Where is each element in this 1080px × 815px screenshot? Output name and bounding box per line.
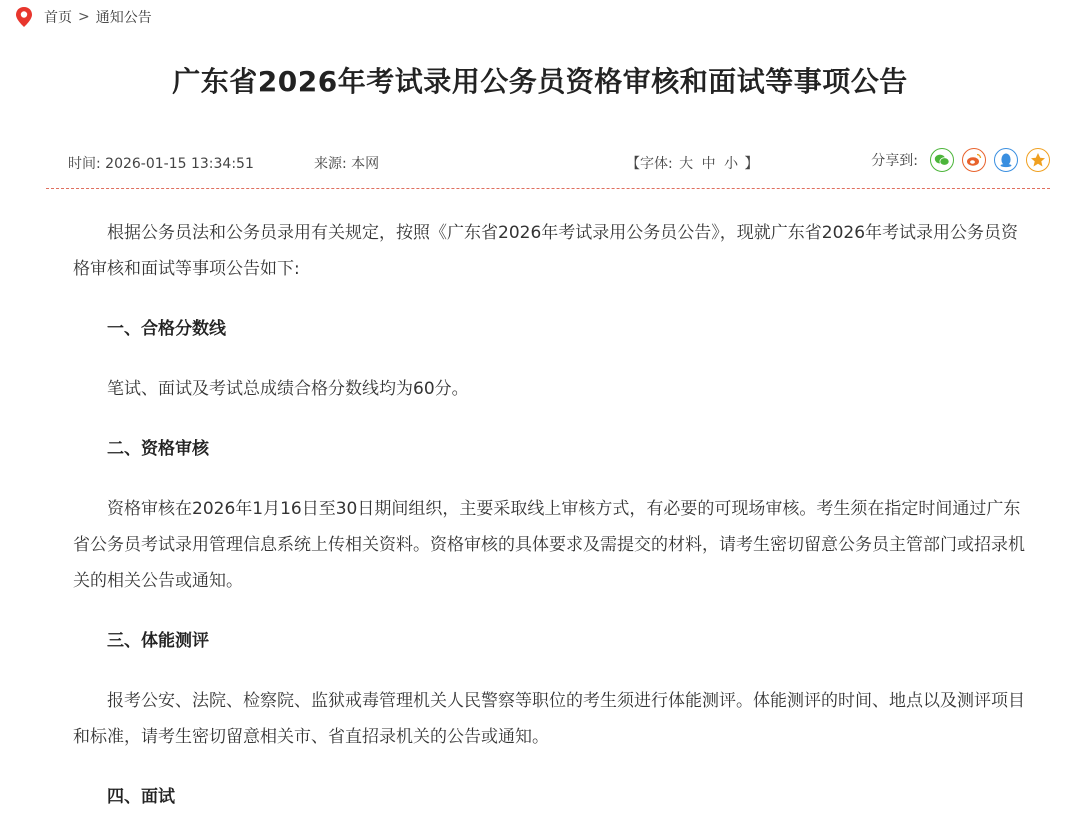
font-small-button[interactable]: 小 [724,156,739,172]
font-control-close: 】 [744,156,759,172]
article-source [314,153,379,173]
section-text-passing-score: 笔试、面试及考试总成绩合格分数线均为60分。 [107,379,469,399]
share-label: 分享到: [871,153,918,169]
section-text-fitness-test: 报考公安、法院、检察院、监狱戒毒管理机关人民警察等职位的考生须进行体能测评。体能测评的时间、地点以及测评项目和标准，请考生密切留意相关市、省直招录机关的公告或通知。 [73,691,1025,747]
article-body [73,215,1035,815]
share-bar [871,148,1050,172]
article-meta [68,148,1050,176]
source-value: 本网 [351,156,380,172]
page-title: 广东省2026年考试录用公务员资格审核和面试等事项公告 [172,65,908,98]
location-pin-icon [14,6,34,28]
section-heading-fitness-test: 三、体能测评 [107,631,209,651]
wechat-icon[interactable] [930,148,954,172]
header-divider [46,188,1050,189]
breadcrumb-home-link[interactable]: 首页 [44,10,72,26]
intro-paragraph: 根据公务员法和公务员录用有关规定，按照《广东省2026年考试录用公务员公告》，现就广东省2026年考试录用公务员资格审核和面试等事项公告如下: [73,223,1019,279]
font-size-control [626,153,759,173]
qq-icon[interactable] [994,148,1018,172]
section-heading-passing-score: 一、合格分数线 [107,319,226,339]
publish-time [68,153,254,173]
source-label: 来源: [314,156,347,172]
font-large-button[interactable]: 大 [679,156,694,172]
font-medium-button[interactable]: 中 [701,156,716,172]
breadcrumb-current-link[interactable]: 通知公告 [95,10,152,26]
weibo-icon[interactable] [962,148,986,172]
breadcrumb [14,6,152,28]
qzone-icon[interactable] [1026,148,1050,172]
time-label: 时间: [68,156,101,172]
time-value: 2026-01-15 13:34:51 [105,156,254,172]
section-text-qualification-review: 资格审核在2026年1月16日至30日期间组织，主要采取线上审核方式，有必要的可现场审核。考生须在指定时间通过广东省公务员考试录用管理信息系统上传相关资料。资格审核的具体要求及需提交的材料，请考生密切留意公务员主管部门或招录机关的相关公告或通知。 [73,499,1025,591]
section-heading-interview: 四、面试 [107,787,175,807]
breadcrumb-separator: > [78,9,90,25]
font-control-open: 【字体: [626,156,673,172]
section-heading-qualification-review: 二、资格审核 [107,439,209,459]
